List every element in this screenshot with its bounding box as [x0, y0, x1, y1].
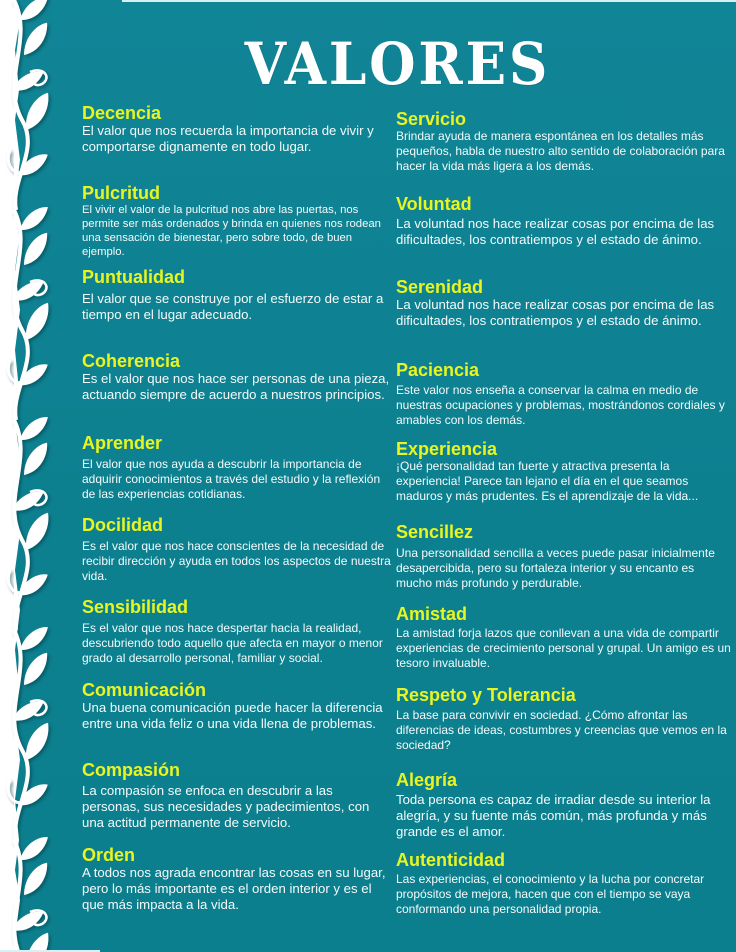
value-item-compasion	[82, 760, 392, 831]
value-item-orden	[82, 845, 392, 913]
value-heading: Sencillez	[396, 522, 474, 542]
value-item-puntualidad	[82, 267, 392, 323]
value-item-autenticidad	[396, 850, 732, 917]
value-item-experiencia	[396, 439, 732, 504]
top-border-line	[122, 0, 736, 2]
value-item-voluntad	[396, 194, 732, 248]
value-description: ¡Qué personalidad tan fuerte y atractiva presenta la experiencia! Parece tan lejano el día en el que seamos maduros y más prudentes. Es el aprendizaje de la vida...	[396, 459, 699, 503]
value-heading: Serenidad	[396, 277, 484, 297]
value-heading: Puntualidad	[82, 267, 185, 287]
value-description: Es el valor que nos hace conscientes de la necesidad de recibir dirección y ayuda en todos los aspectos de nuestra vida.	[82, 539, 391, 583]
value-item-docilidad	[82, 515, 392, 584]
value-description: La voluntad nos hace realizar cosas por encima de las dificultades, los contratiempos y el estado de ánimo.	[396, 216, 715, 247]
value-description: La amistad forja lazos que conllevan a una vida de compartir experiencias de crecimiento personal y grupal. Un amigo es un tesoro invaluable.	[396, 626, 731, 670]
value-description: El vivir el valor de la pulcritud nos abre las puertas, nos permite ser más ordenados y brinda en quienes nos rodean una sensación de bienestar, pero sobre todo, de buen ejemplo.	[82, 204, 381, 258]
value-heading: Experiencia	[396, 439, 498, 459]
value-heading: Paciencia	[396, 360, 480, 380]
value-heading: Pulcritud	[82, 183, 161, 203]
value-item-sensibilidad	[82, 597, 392, 666]
value-item-decencia	[82, 103, 392, 155]
value-item-comunicacion	[82, 680, 392, 732]
value-item-serenidad	[396, 277, 732, 329]
page-title: VALORES	[244, 30, 551, 98]
value-item-alegria	[396, 770, 732, 840]
value-description: El valor que nos ayuda a descubrir la importancia de adquirir conocimientos a través del estudio y la reflexión de las experiencias cotidianas.	[82, 457, 381, 501]
value-heading: Aprender	[82, 433, 163, 453]
value-heading: Coherencia	[82, 351, 181, 371]
value-heading: Comunicación	[82, 680, 207, 700]
value-description: Una personalidad sencilla a veces puede pasar inicialmente desapercibida, pero su fortaleza interior y su encanto es mucho más profundo y perdurable.	[396, 546, 715, 590]
value-heading: Docilidad	[82, 515, 164, 535]
value-heading: Orden	[82, 845, 136, 865]
value-description: A todos nos agrada encontrar las cosas en su lugar, pero lo más importante es el orden interior y es el que más impacta a la vida.	[82, 865, 386, 912]
value-heading: Alegría	[396, 770, 458, 790]
value-description: La compasión se enfoca en descubrir a las personas, sus necesidades y padecimientos, con una actitud permanente de servicio.	[82, 783, 370, 830]
value-description: La voluntad nos hace realizar cosas por encima de las dificultades, los contratiempos y el estado de ánimo.	[396, 297, 715, 328]
value-item-pulcritud	[82, 183, 392, 259]
value-item-aprender	[82, 433, 392, 502]
value-description: Una buena comunicación puede hacer la diferencia entre una vida feliz o una vida llena de problemas.	[82, 700, 383, 731]
value-item-amistad	[396, 604, 732, 671]
value-description: Es el valor que nos hace despertar hacia la realidad, descubriendo todo aquello que afecta en mayor o menor grado al desarrollo personal, familiar y social.	[82, 621, 383, 665]
value-heading: Respeto y Tolerancia	[396, 685, 576, 705]
value-description: Toda persona es capaz de irradiar desde su interior la alegría, y su fuente más común, más profunda y más grande es el amor.	[396, 792, 711, 839]
vine-decoration-icon	[0, 0, 82, 952]
value-heading: Autenticidad	[396, 850, 506, 870]
value-item-respeto-y-tolerancia	[396, 685, 732, 753]
value-description: La base para convivir en sociedad. ¿Cómo afrontar las diferencias de ideas, costumbres y creencias que vemos en la sociedad?	[396, 708, 727, 752]
value-heading: Servicio	[396, 109, 467, 129]
value-heading: Compasión	[82, 760, 181, 780]
value-item-sencillez	[396, 522, 732, 591]
value-description: El valor que nos recuerda la importancia de vivir y comportarse dignamente en todo lugar.	[82, 123, 374, 154]
value-heading: Decencia	[82, 103, 162, 123]
value-item-servicio	[396, 109, 732, 174]
value-description: Es el valor que nos hace ser personas de una pieza, actuando siempre de acuerdo a nuestros principios.	[82, 371, 390, 402]
value-item-paciencia	[396, 360, 732, 428]
value-description: Brindar ayuda de manera espontánea en los detalles más pequeños, habla de nuestro alto sentido de colaboración para hacer la vida más ligera a los demás.	[396, 129, 725, 173]
value-description: El valor que se construye por el esfuerzo de estar a tiempo en el lugar adecuado.	[82, 291, 384, 322]
value-heading: Sensibilidad	[82, 597, 189, 617]
value-description: Las experiencias, el conocimiento y la lucha por concretar propósitos de mejora, hacen que con el tiempo se vaya conformando una personalidad propia.	[396, 872, 705, 916]
value-description: Este valor nos enseña a conservar la calma en medio de nuestras ocupaciones y problemas, mostrándonos cordiales y amables con los demás.	[396, 383, 725, 427]
value-heading: Voluntad	[396, 194, 472, 214]
value-item-coherencia	[82, 351, 392, 403]
value-heading: Amistad	[396, 604, 468, 624]
